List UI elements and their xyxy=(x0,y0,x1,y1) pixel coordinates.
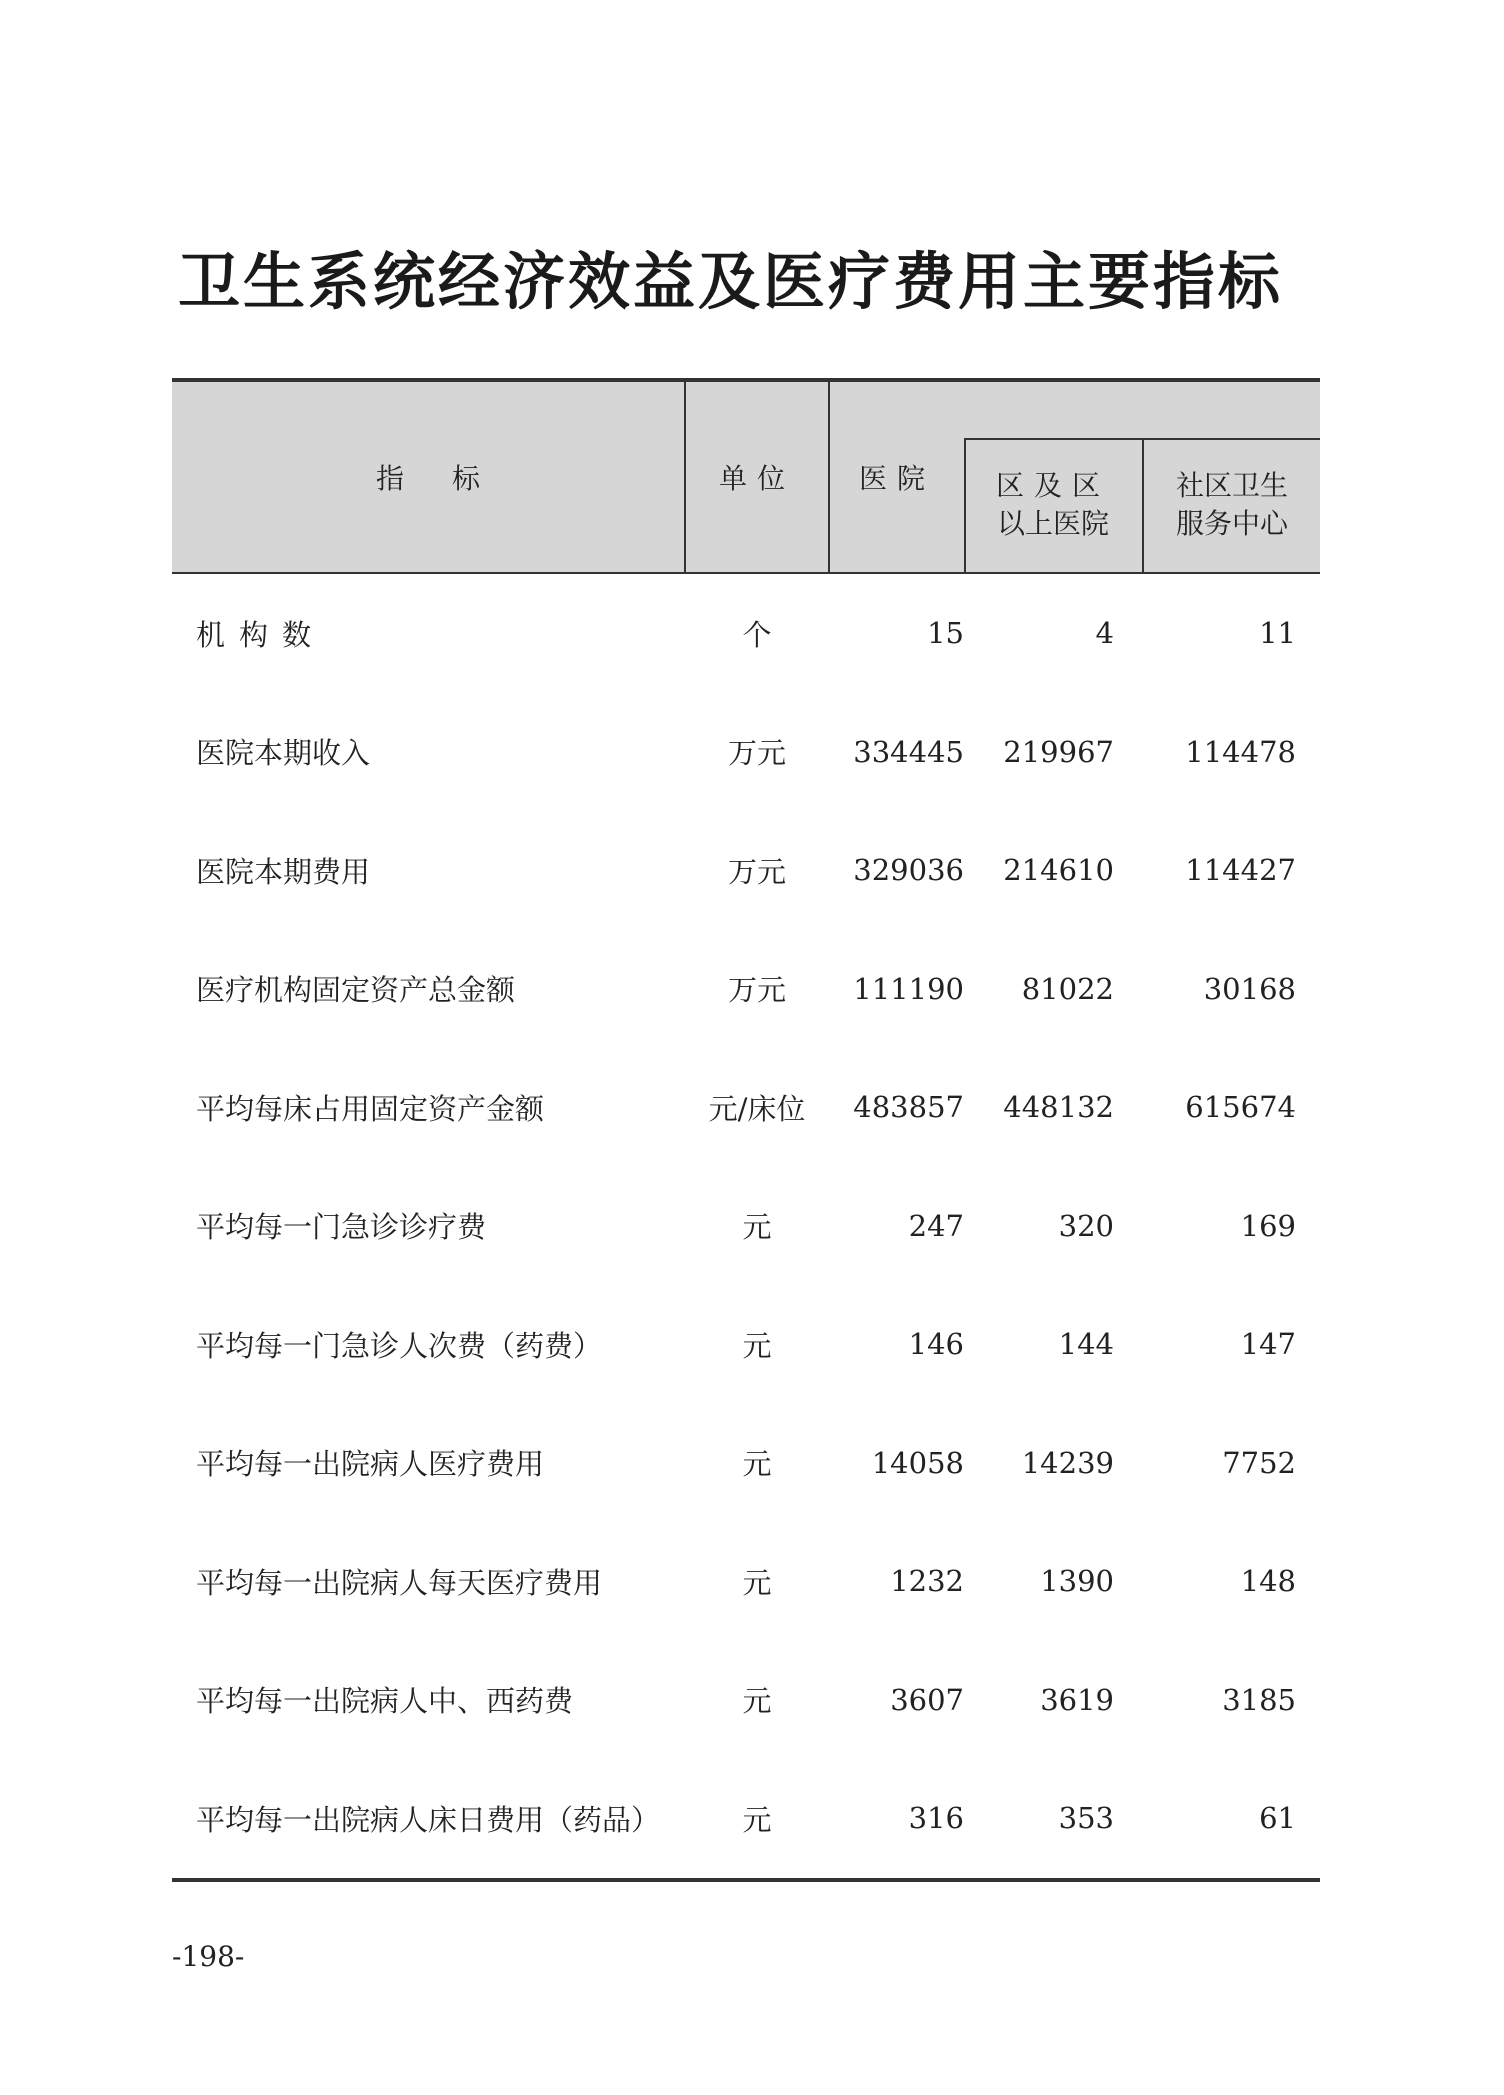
row-district-value: 14239 xyxy=(1021,1445,1114,1480)
row-district-value: 214610 xyxy=(1003,853,1114,888)
header-community-line2: 服务中心 xyxy=(1175,507,1288,540)
row-community-value: 148 xyxy=(1240,1564,1296,1599)
row-community-value: 169 xyxy=(1240,1208,1296,1243)
page-number: -198- xyxy=(172,1940,245,1973)
table-body xyxy=(172,574,1320,1878)
row-community-value: 11 xyxy=(1259,616,1296,651)
row-community-value: 114427 xyxy=(1185,853,1296,888)
row-community-value: 3185 xyxy=(1222,1682,1296,1717)
row-community-value: 147 xyxy=(1240,1327,1296,1362)
row-hospital-value: 1232 xyxy=(890,1564,964,1599)
table-row xyxy=(172,574,1320,693)
table-row xyxy=(172,1641,1320,1760)
row-indicator: 平均每一门急诊诊疗费 xyxy=(196,1210,487,1245)
indicator-table xyxy=(172,378,1320,1882)
row-district-value: 320 xyxy=(1058,1208,1114,1243)
row-indicator: 平均每一出院病人床日费用（药品） xyxy=(196,1802,661,1837)
row-hospital-value: 483857 xyxy=(853,1090,964,1125)
row-indicator: 医院本期收入 xyxy=(196,736,371,771)
row-community-value: 61 xyxy=(1259,1801,1296,1836)
row-hospital-value: 334445 xyxy=(853,734,964,769)
header-hospital: 医院 xyxy=(858,462,935,495)
row-district-value: 1390 xyxy=(1040,1564,1114,1599)
row-indicator: 平均每一门急诊人次费（药费） xyxy=(196,1328,603,1363)
row-district-value: 3619 xyxy=(1040,1682,1114,1717)
row-indicator: 平均每一出院病人医疗费用 xyxy=(196,1447,545,1482)
table-row xyxy=(172,1048,1320,1167)
row-unit: 元 xyxy=(742,1565,772,1600)
row-district-value: 81022 xyxy=(1021,971,1114,1006)
row-unit: 万元 xyxy=(727,973,786,1008)
row-community-value: 7752 xyxy=(1222,1445,1296,1480)
header-community-line1: 社区卫生 xyxy=(1175,469,1288,502)
row-hospital-value: 14058 xyxy=(871,1445,964,1480)
row-unit: 元 xyxy=(742,1447,772,1482)
table-row xyxy=(172,1759,1320,1878)
table-row xyxy=(172,1404,1320,1523)
row-hospital-value: 111190 xyxy=(853,971,964,1006)
row-hospital-value: 329036 xyxy=(853,853,964,888)
row-indicator: 平均每一出院病人中、西药费 xyxy=(196,1684,574,1719)
table-row xyxy=(172,693,1320,812)
row-unit: 元 xyxy=(742,1210,772,1245)
row-district-value: 144 xyxy=(1058,1327,1114,1362)
row-unit: 个 xyxy=(742,617,772,652)
table-row xyxy=(172,930,1320,1049)
table-row xyxy=(172,1285,1320,1404)
row-hospital-value: 247 xyxy=(908,1208,964,1243)
row-unit: 万元 xyxy=(727,736,786,771)
row-unit: 元 xyxy=(742,1328,772,1363)
row-district-value: 4 xyxy=(1095,616,1114,651)
row-community-value: 30168 xyxy=(1203,971,1296,1006)
table-bottom-rule xyxy=(172,1878,1320,1882)
row-district-value: 219967 xyxy=(1003,734,1114,769)
header-district-hospitals xyxy=(964,438,1142,572)
row-indicator: 机构数 xyxy=(196,617,326,652)
header-community-centers xyxy=(1144,438,1320,572)
table-row xyxy=(172,1167,1320,1286)
row-indicator: 医疗机构固定资产总金额 xyxy=(196,973,516,1008)
page-title: 卫生系统经济效益及医疗费用主要指标 xyxy=(178,245,1284,318)
row-hospital-value: 3607 xyxy=(890,1682,964,1717)
table-row xyxy=(172,811,1320,930)
header-unit: 单位 xyxy=(718,462,795,495)
table-header xyxy=(172,382,1320,574)
row-hospital-value: 316 xyxy=(908,1801,964,1836)
row-unit: 元/床位 xyxy=(708,1091,806,1126)
row-community-value: 114478 xyxy=(1185,734,1296,769)
row-hospital-value: 15 xyxy=(927,616,964,651)
header-indicator: 指标 xyxy=(375,462,528,495)
row-unit: 元 xyxy=(742,1684,772,1719)
row-indicator: 医院本期费用 xyxy=(196,854,371,889)
header-district-line1: 区及区 xyxy=(995,469,1110,502)
row-unit: 元 xyxy=(742,1802,772,1837)
table-row xyxy=(172,1522,1320,1641)
row-district-value: 448132 xyxy=(1003,1090,1114,1125)
row-unit: 万元 xyxy=(727,854,786,889)
row-community-value: 615674 xyxy=(1185,1090,1296,1125)
row-district-value: 353 xyxy=(1058,1801,1114,1836)
row-indicator: 平均每一出院病人每天医疗费用 xyxy=(196,1565,603,1600)
row-indicator: 平均每床占用固定资产金额 xyxy=(196,1091,545,1126)
header-district-line2: 以上医院 xyxy=(996,507,1109,540)
row-hospital-value: 146 xyxy=(908,1327,964,1362)
